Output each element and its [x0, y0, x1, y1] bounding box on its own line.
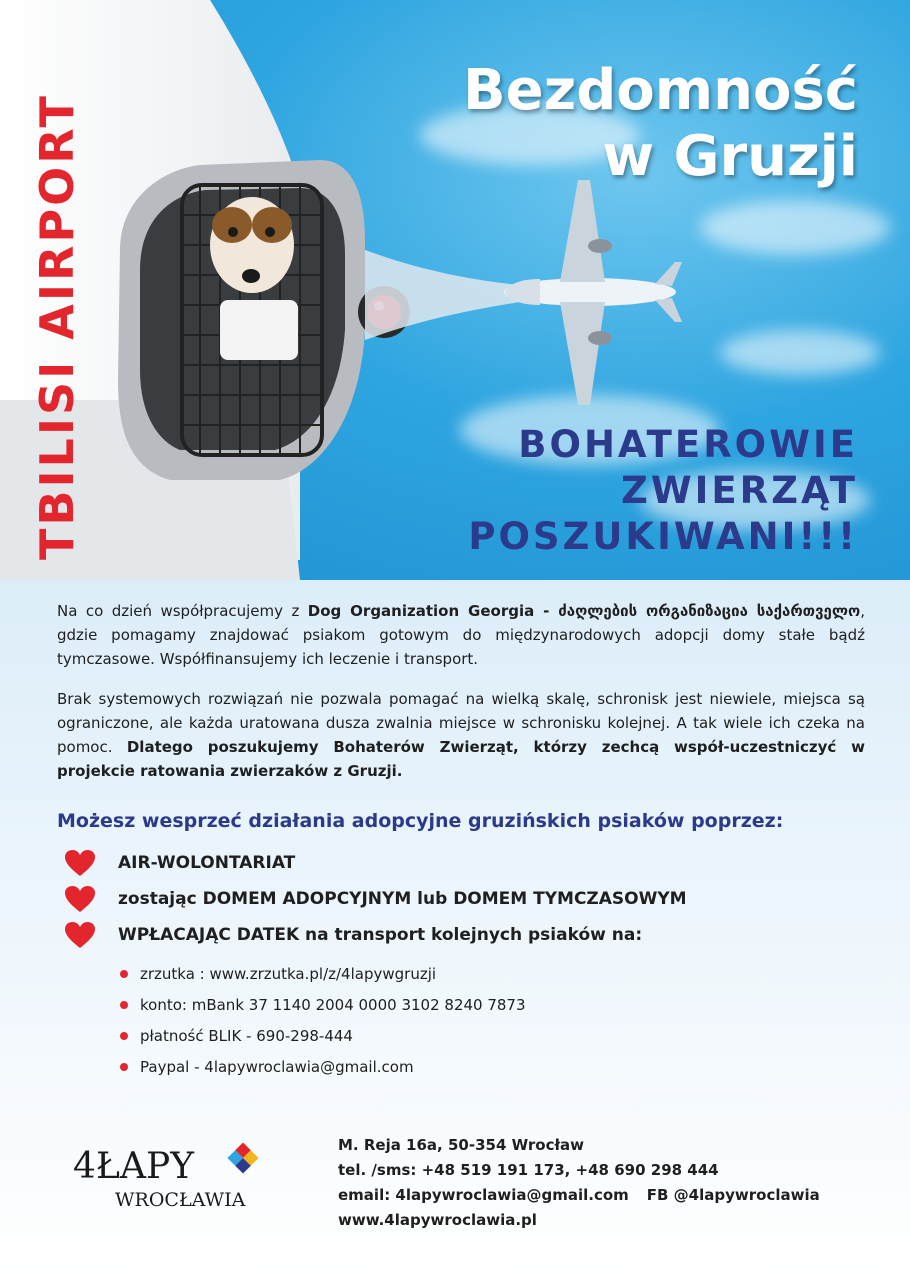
- list-item: [120, 1051, 526, 1082]
- hero-banner: [0, 0, 910, 580]
- title-line-1: Bezdomność: [462, 58, 858, 123]
- situation-paragraph: [57, 687, 865, 783]
- heart-icon: [64, 849, 96, 877]
- support-item-label: WPŁACAJĄC DATEK na transport kolejnych psiaków na:: [118, 925, 643, 945]
- intro-text-1: Na co dzień współpracujemy z: [57, 602, 308, 620]
- support-item-label: AIR-WOLONTARIAT: [118, 853, 296, 873]
- bullet-dot: [120, 1001, 128, 1009]
- paw-diamond-icon: [227, 1142, 258, 1173]
- website: www.4lapywroclawia.pl: [338, 1211, 537, 1229]
- bullet-dot: [120, 1063, 128, 1071]
- support-item-label: zostając DOMEM ADOPCYJNYM lub DOMEM TYMCZASOWYM: [118, 889, 687, 909]
- list-item: [120, 1020, 526, 1051]
- email: email: 4lapywroclawia@gmail.com: [338, 1186, 629, 1204]
- bullet-dot: [120, 1032, 128, 1040]
- contact-info: [338, 1133, 820, 1233]
- support-list: [64, 845, 687, 953]
- list-item: [120, 989, 526, 1020]
- heart-icon: [64, 885, 96, 913]
- organization-logo: [73, 1142, 273, 1214]
- list-item: [120, 958, 526, 989]
- email-line: [338, 1183, 820, 1208]
- address: M. Reja 16a, 50-354 Wrocław: [338, 1136, 585, 1154]
- organization-name: Dog Organization Georgia - ძაღლების ორგანიზაცია საქართველო: [307, 602, 861, 620]
- donation-method: płatność BLIK - 690-298-444: [140, 1026, 353, 1045]
- heroes-line-1: BOHATEROWIE: [518, 423, 858, 466]
- title-line-2: w Gruzji: [602, 124, 858, 189]
- bullet-dot: [120, 970, 128, 978]
- page-title: [463, 58, 858, 190]
- intro-text-2: , gdzie pomagamy znajdować psiakom gotowym do międzynarodowych adopcji domy stałe bądź tymczasowe. Współfinansujemy ich leczenie i transport.: [57, 602, 865, 668]
- support-item: [64, 917, 687, 953]
- donation-methods-list: [120, 958, 526, 1082]
- call-to-action-text: Dlatego poszukujemy Bohaterów Zwierząt, którzy zechcą współ-uczestniczyć w projekcie ratowania zwierzaków z Gruzji.: [57, 738, 865, 780]
- support-item: [64, 845, 687, 881]
- intro-paragraph: [57, 599, 865, 671]
- support-item: [64, 881, 687, 917]
- donation-method: zrzutka : www.zrzutka.pl/z/4lapywgruzji: [140, 964, 437, 983]
- side-title: TBILISI AIRPORT: [30, 93, 84, 560]
- donation-method: Paypal - 4lapywroclawia@gmail.com: [140, 1057, 414, 1076]
- logo-text-bottom: WROCŁAWIA: [115, 1189, 246, 1211]
- logo-text-top: 4ŁAPY: [73, 1146, 194, 1187]
- support-heading: Możesz wesprzeć działania adopcyjne gruzińskich psiaków poprzez:: [57, 810, 784, 832]
- phone: tel. /sms: +48 519 191 173, +48 690 298 444: [338, 1161, 719, 1179]
- facebook: FB @4lapywroclawia: [646, 1186, 820, 1204]
- heroes-line-3: POSZUKIWANI!!!: [468, 515, 858, 558]
- heroes-line-2: ZWIERZĄT: [620, 469, 858, 512]
- heart-icon: [64, 921, 96, 949]
- situation-text: Brak systemowych rozwiązań nie pozwala pomagać na wielką skalę, schronisk jest niewiele, miejsca są ograniczone, ale każda uratowana dusza zwalnia miejsce w schronisku kolejnej. A tak wiele ich czeka na pomoc.: [57, 690, 865, 756]
- heroes-wanted-headline: [468, 422, 858, 560]
- donation-method: konto: mBank 37 1140 2004 0000 3102 8240 7873: [140, 995, 526, 1014]
- airplane-icon: [504, 180, 682, 405]
